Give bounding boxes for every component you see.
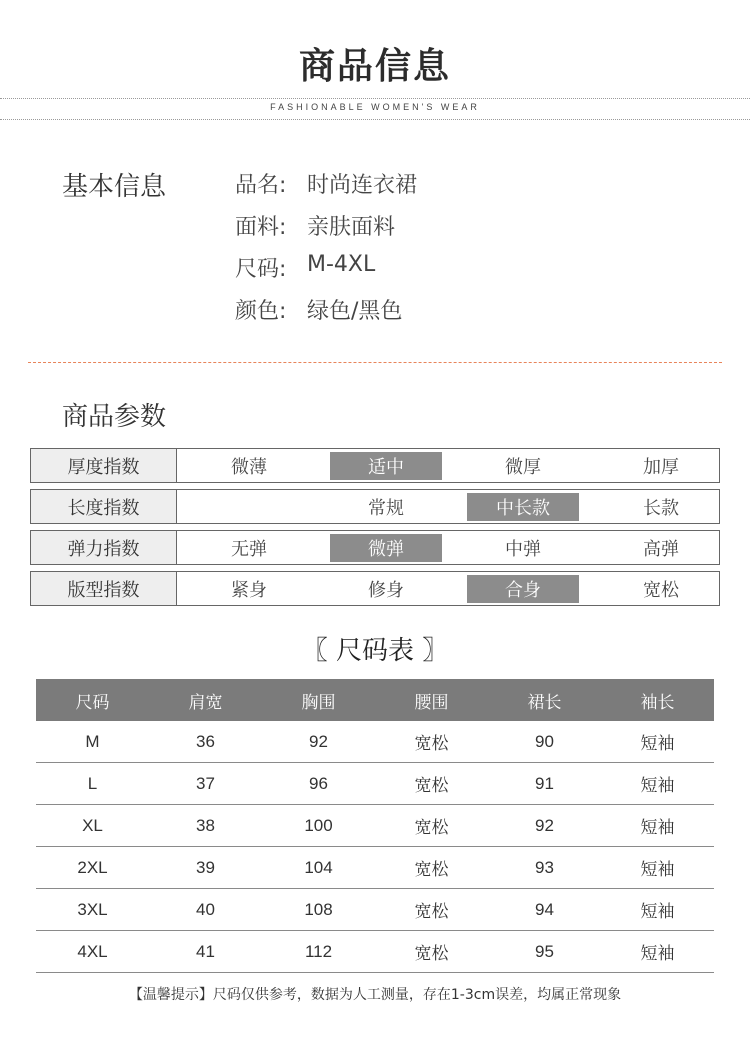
param-option: 无弹 xyxy=(231,539,267,560)
size-cell: 2XL xyxy=(36,847,149,889)
basic-info-row xyxy=(235,252,417,294)
params-table xyxy=(30,448,720,612)
size-chart-header: 肩宽 xyxy=(149,679,262,721)
size-chart-header: 胸围 xyxy=(262,679,375,721)
waist-cell: 宽松 xyxy=(375,805,488,847)
waist-cell: 宽松 xyxy=(375,763,488,805)
sleeve-cell: 短袖 xyxy=(601,931,714,973)
size-cell: 4XL xyxy=(36,931,149,973)
length-cell: 94 xyxy=(488,889,601,931)
param-row-elasticity xyxy=(30,530,720,565)
param-row-thickness xyxy=(30,448,720,483)
param-row-length xyxy=(30,489,720,524)
length-cell: 91 xyxy=(488,763,601,805)
basic-info-label: 面料: xyxy=(235,215,287,240)
shoulder-cell: 38 xyxy=(149,805,262,847)
basic-info-value: 时尚连衣裙 xyxy=(307,173,418,198)
table-row xyxy=(36,721,714,763)
params-heading: 商品参数 xyxy=(62,402,167,432)
param-option-selected: 合身 xyxy=(467,575,579,603)
size-chart-heading: 〖 尺码表 〗 xyxy=(301,636,449,666)
bust-cell: 100 xyxy=(262,805,375,847)
param-option: 宽松 xyxy=(643,580,679,601)
size-chart-header-row xyxy=(36,679,714,721)
waist-cell: 宽松 xyxy=(375,889,488,931)
sleeve-cell: 短袖 xyxy=(601,847,714,889)
table-row xyxy=(36,931,714,973)
divider-bottom xyxy=(0,119,750,120)
length-cell: 90 xyxy=(488,721,601,763)
param-option: 紧身 xyxy=(231,580,267,601)
page-subtitle: FASHIONABLE WOMEN'S WEAR xyxy=(270,102,480,112)
basic-info-label: 尺码: xyxy=(235,257,287,282)
basic-info-row xyxy=(235,168,417,210)
param-option: 中弹 xyxy=(505,539,541,560)
length-cell: 92 xyxy=(488,805,601,847)
section-divider xyxy=(28,362,722,363)
param-option-selected: 适中 xyxy=(330,452,442,480)
param-label: 版型指数 xyxy=(31,572,177,605)
param-label: 弹力指数 xyxy=(31,531,177,564)
basic-info-row xyxy=(235,210,417,252)
divider-top xyxy=(0,98,750,99)
basic-info-list xyxy=(235,168,417,336)
size-chart-header: 裙长 xyxy=(488,679,601,721)
shoulder-cell: 36 xyxy=(149,721,262,763)
basic-info-value: 绿色/黑色 xyxy=(307,299,403,324)
basic-info-label: 颜色: xyxy=(235,299,287,324)
size-cell: XL xyxy=(36,805,149,847)
basic-info-value: M-4XL xyxy=(307,252,376,277)
shoulder-cell: 40 xyxy=(149,889,262,931)
size-cell: 3XL xyxy=(36,889,149,931)
shoulder-cell: 39 xyxy=(149,847,262,889)
table-row xyxy=(36,889,714,931)
sleeve-cell: 短袖 xyxy=(601,805,714,847)
size-chart-header: 袖长 xyxy=(601,679,714,721)
waist-cell: 宽松 xyxy=(375,847,488,889)
basic-info-heading: 基本信息 xyxy=(62,172,167,202)
param-label: 厚度指数 xyxy=(31,449,177,482)
bust-cell: 104 xyxy=(262,847,375,889)
param-option: 长款 xyxy=(643,498,679,519)
basic-info-row xyxy=(235,294,417,336)
bust-cell: 92 xyxy=(262,721,375,763)
param-option: 加厚 xyxy=(643,457,679,478)
waist-cell: 宽松 xyxy=(375,931,488,973)
sleeve-cell: 短袖 xyxy=(601,889,714,931)
page-title: 商品信息 xyxy=(298,45,451,87)
size-tip-note: 【温馨提示】尺码仅供参考，数据为人工测量，存在1-3cm误差，均属正常现象 xyxy=(128,987,622,1003)
shoulder-cell: 37 xyxy=(149,763,262,805)
length-cell: 95 xyxy=(488,931,601,973)
shoulder-cell: 41 xyxy=(149,931,262,973)
size-chart-table xyxy=(36,679,714,973)
bust-cell: 96 xyxy=(262,763,375,805)
param-option: 微薄 xyxy=(231,457,267,478)
bust-cell: 108 xyxy=(262,889,375,931)
size-cell: M xyxy=(36,721,149,763)
size-chart-header: 腰围 xyxy=(375,679,488,721)
size-cell: L xyxy=(36,763,149,805)
table-row xyxy=(36,847,714,889)
table-row xyxy=(36,763,714,805)
param-option xyxy=(193,493,305,521)
param-option-selected: 微弹 xyxy=(330,534,442,562)
sleeve-cell: 短袖 xyxy=(601,721,714,763)
waist-cell: 宽松 xyxy=(375,721,488,763)
param-option: 常规 xyxy=(368,498,404,519)
param-option: 修身 xyxy=(368,580,404,601)
param-option-selected: 中长款 xyxy=(467,493,579,521)
param-option: 微厚 xyxy=(505,457,541,478)
param-label: 长度指数 xyxy=(31,490,177,523)
table-row xyxy=(36,805,714,847)
bust-cell: 112 xyxy=(262,931,375,973)
basic-info-label: 品名: xyxy=(235,173,287,198)
size-chart-header: 尺码 xyxy=(36,679,149,721)
param-option: 高弹 xyxy=(643,539,679,560)
length-cell: 93 xyxy=(488,847,601,889)
sleeve-cell: 短袖 xyxy=(601,763,714,805)
param-row-fit xyxy=(30,571,720,606)
basic-info-value: 亲肤面料 xyxy=(307,215,396,240)
